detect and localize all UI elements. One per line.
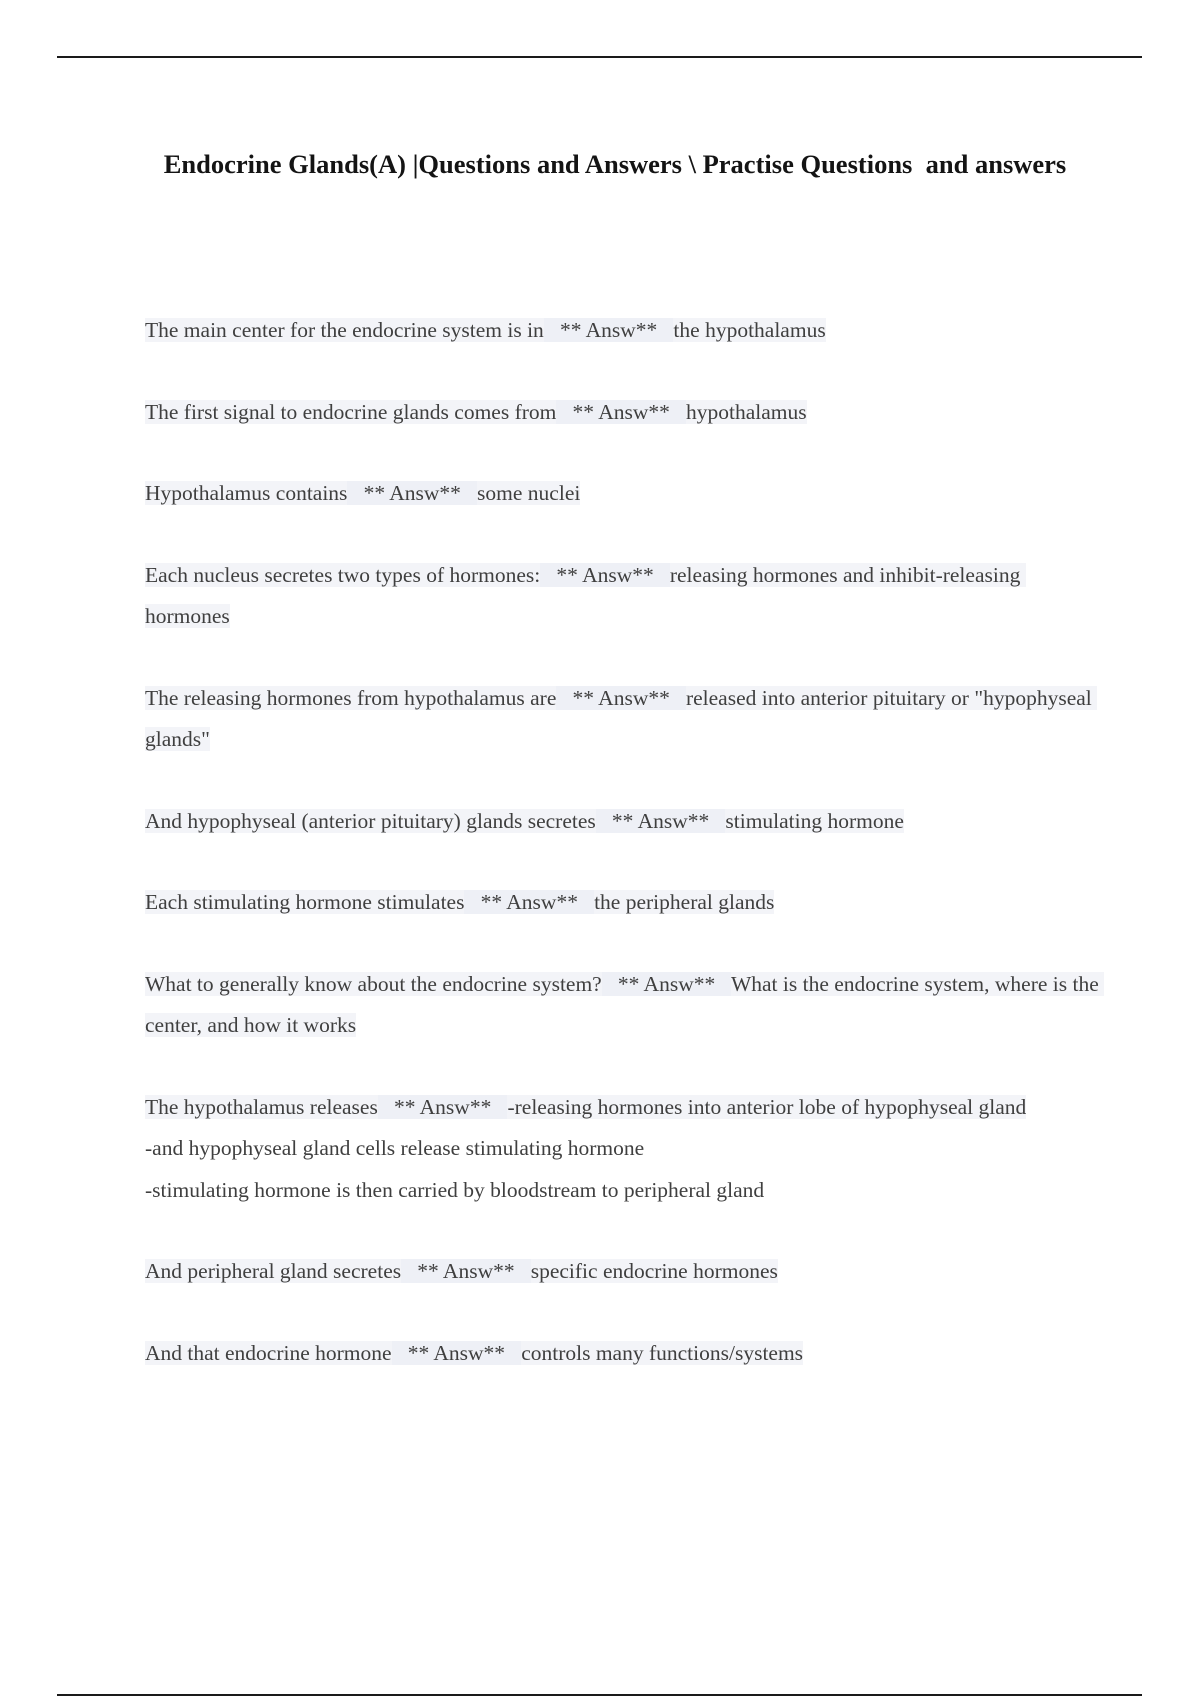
qa-item	[145, 392, 1105, 434]
qa-item	[145, 678, 1105, 761]
question-text: Each nucleus secretes two types of hormones:	[145, 562, 541, 587]
answer-text: controls many functions/systems	[521, 1340, 804, 1365]
answer-text: What is the endocrine system, where is the center, and how it works	[145, 971, 1105, 1037]
answer-text: the peripheral glands	[594, 890, 775, 914]
qa-item	[145, 310, 1105, 352]
answer-text: released into anterior pituitary or "hypophyseal glands"	[145, 685, 1098, 751]
qa-item	[145, 473, 1105, 515]
answer-text: -releasing hormones into anterior lobe of hypophyseal gland	[507, 1094, 1027, 1119]
qa-item	[145, 801, 1105, 843]
answer-text: some nuclei	[477, 481, 581, 505]
question-text: What to generally know about the endocrine system?	[145, 971, 602, 996]
question-text: Hypothalamus contains	[145, 481, 348, 505]
answer-text: stimulating hormone	[725, 808, 904, 833]
answer-separator: ** Answ**	[347, 481, 478, 505]
qa-item	[145, 555, 1105, 638]
answer-extra-line	[145, 1170, 1105, 1212]
qa-item	[145, 1333, 1105, 1375]
answer-separator: ** Answ**	[595, 808, 726, 833]
answer-text: hypothalamus	[686, 399, 807, 424]
qa-item	[145, 1087, 1105, 1212]
qa-item	[145, 1251, 1105, 1293]
answer-separator: ** Answ**	[540, 562, 670, 587]
answer-separator: ** Answ**	[377, 1094, 508, 1119]
answer-separator: ** Answ**	[556, 399, 686, 424]
answer-separator: ** Answ**	[556, 685, 686, 710]
bottom-rule	[57, 1694, 1142, 1696]
qa-item	[145, 964, 1105, 1047]
top-rule	[57, 56, 1142, 58]
question-text: And peripheral gland secretes	[145, 1259, 402, 1283]
answer-separator: ** Answ**	[543, 318, 674, 342]
answer-extra-line	[145, 1128, 1105, 1170]
document-title: Endocrine Glands(A) |Questions and Answers \ Practise Questions and answers	[163, 149, 1067, 179]
question-text: The first signal to endocrine glands comes from	[145, 399, 557, 424]
question-text: The releasing hormones from hypothalamus are	[145, 685, 557, 710]
answer-separator: ** Answ**	[391, 1340, 522, 1365]
question-text: And hypophyseal (anterior pituitary) glands secretes	[145, 808, 596, 833]
answer-separator: ** Answ**	[401, 1259, 531, 1283]
qa-list	[145, 310, 1105, 1414]
answer-extra-text: -stimulating hormone is then carried by bloodstream to peripheral gland	[145, 1177, 765, 1202]
answer-text: specific endocrine hormones	[530, 1259, 778, 1283]
question-text: The hypothalamus releases	[145, 1094, 378, 1119]
answer-separator: ** Answ**	[464, 890, 595, 914]
answer-separator: ** Answ**	[601, 971, 731, 996]
question-text: The main center for the endocrine system is in	[145, 318, 544, 342]
question-text: Each stimulating hormone stimulates	[145, 890, 465, 914]
question-text: And that endocrine hormone	[145, 1340, 392, 1365]
answer-text: the hypothalamus	[673, 318, 826, 342]
answer-text: releasing hormones and inhibit-releasing hormones	[145, 562, 1026, 628]
qa-item	[145, 882, 1105, 924]
answer-extra-text: -and hypophyseal gland cells release stimulating hormone	[145, 1136, 645, 1160]
